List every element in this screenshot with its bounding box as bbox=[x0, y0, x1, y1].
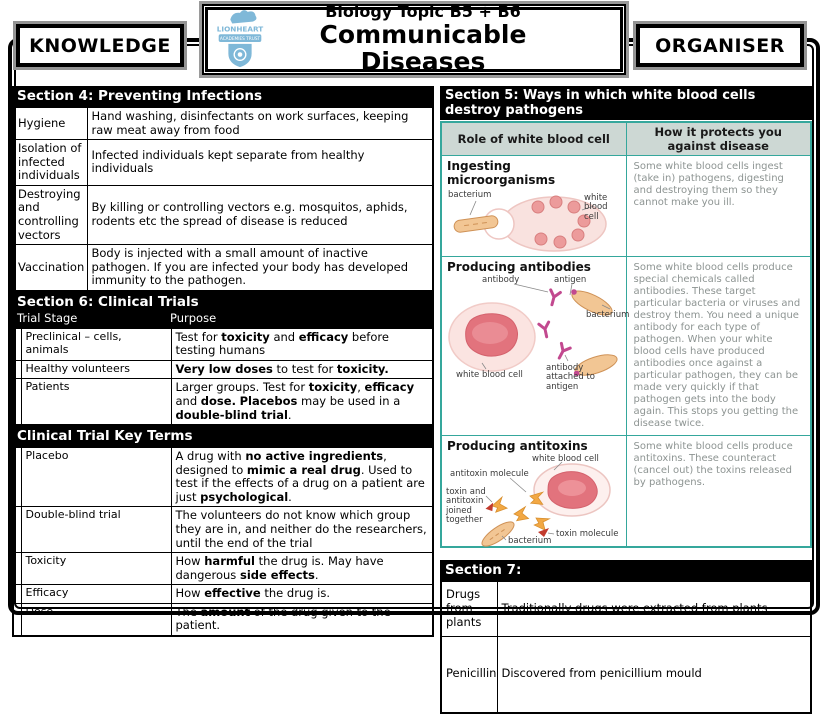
stage-cell: Patients bbox=[21, 379, 171, 425]
term-cell: Destroying and controlling vectors bbox=[13, 185, 87, 244]
table-row bbox=[13, 553, 433, 585]
title-box bbox=[202, 4, 626, 75]
white-blood-cell-label: white blood cell bbox=[584, 193, 608, 222]
page-title: Communicable Diseases bbox=[319, 19, 527, 77]
table-row bbox=[441, 581, 811, 636]
section6-table bbox=[12, 327, 434, 426]
section7-header: Section 7: bbox=[440, 560, 812, 580]
desc-cell: The amount of the drug given to the patient. bbox=[171, 603, 433, 636]
table-row bbox=[13, 245, 433, 291]
desc-cell: Body is injected with a small amount of inactive pathogen. If you are infected your body has developed immunity to the pathogen. bbox=[87, 245, 433, 291]
desc-cell: By killing or controlling vectors e.g. mosquitos, aphids, rodents etc the spread of disease is reduced bbox=[87, 185, 433, 244]
table-row bbox=[13, 507, 433, 553]
col-header-trial-stage: Trial Stage bbox=[17, 310, 78, 325]
table-row bbox=[441, 636, 811, 713]
desc-cell: Traditionally drugs were extracted from plants bbox=[497, 581, 811, 636]
term-cell: Toxicity bbox=[21, 553, 171, 585]
role-title: Producing antibodies bbox=[447, 260, 591, 274]
desc-cell: Some white blood cells ingest (take in) pathogens, digesting and destroying them so they cannot make you ill. bbox=[626, 156, 811, 257]
col-header-role: Role of white blood cell bbox=[441, 122, 626, 156]
logo-name: LIONHEART bbox=[216, 23, 264, 33]
right-column bbox=[440, 86, 812, 714]
desc-cell: The volunteers do not know which group they are in, and neither do the researchers, until the end of the trial bbox=[171, 507, 433, 553]
table-row bbox=[13, 185, 433, 244]
table-row bbox=[441, 257, 811, 436]
knowledge-label: KNOWLEDGE bbox=[29, 34, 171, 57]
ingesting-diagram bbox=[442, 188, 626, 256]
antibody-label: antibody bbox=[482, 275, 520, 285]
table-row bbox=[13, 603, 433, 636]
term-cell: Drugs from plants bbox=[441, 581, 497, 636]
white-blood-cell-label: white blood cell bbox=[456, 370, 523, 380]
section6-title: Section 6: Clinical Trials bbox=[17, 293, 199, 310]
role-title: Ingesting microorganisms bbox=[447, 159, 556, 187]
desc-cell: Hand washing, disinfectants on work surfaces, keeping raw meat away from food bbox=[87, 107, 433, 140]
lionheart-logo bbox=[214, 9, 266, 71]
desc-cell: A drug with no active ingredients, designed to mimic a real drug. Used to test if the effects of a drug on a patient are just psychological. bbox=[171, 447, 433, 507]
desc-cell: How harmful the drug is. May have dangerous side effects. bbox=[171, 553, 433, 585]
lionheart-logo-svg bbox=[214, 9, 266, 71]
section4-header: Section 4: Preventing Infections bbox=[12, 86, 434, 106]
toxin-antitoxin-joined-label: toxin and antitoxin joined together bbox=[446, 487, 486, 526]
purpose-cell: Test for toxicity and efficacy before testing humans bbox=[171, 328, 433, 361]
term-cell: Efficacy bbox=[21, 585, 171, 604]
desc-cell: Some white blood cells produce antitoxins. These counteract (cancel out) the toxins released by pathogens. bbox=[626, 436, 811, 548]
section5-header: Section 5: Ways in which white blood cells destroy pathogens bbox=[440, 86, 812, 120]
knowledge-box bbox=[16, 24, 184, 67]
desc-cell: Some white blood cells produce special chemicals called antibodies. These target particular bacteria or viruses and destroy them. You need a unique antibody for each type of pathogen. When your white blood cells have produced antibodies once against a particular pathogen, they can be made very quickly if that pathogen gets into the body again. This stops you getting the disease twice. bbox=[626, 257, 811, 436]
organiser-box bbox=[636, 24, 804, 67]
term-cell: Dose bbox=[21, 603, 171, 636]
purpose-cell: Larger groups. Test for toxicity, efficacy and dose. Placebos may be used in a double-blind trial. bbox=[171, 379, 433, 425]
lion-icon bbox=[230, 10, 256, 23]
bacterium-label: bacterium bbox=[508, 536, 552, 546]
antitoxins-diagram bbox=[442, 454, 626, 546]
table-row bbox=[13, 107, 433, 140]
antibody-attached-label: antibody attached to antigen bbox=[546, 363, 596, 392]
table-row bbox=[13, 140, 433, 186]
left-column bbox=[12, 86, 434, 637]
organiser-label: ORGANISER bbox=[655, 34, 785, 57]
desc-cell: Discovered from penicillium mould bbox=[497, 636, 811, 713]
table-row bbox=[13, 447, 433, 507]
desc-cell: Infected individuals kept separate from healthy individuals bbox=[87, 140, 433, 186]
toxin-molecule-label: toxin molecule bbox=[556, 529, 619, 539]
bacterium-label: bacterium bbox=[448, 190, 492, 200]
section5-table bbox=[440, 121, 812, 548]
section4-table bbox=[12, 106, 434, 292]
white-blood-cell-label: white blood cell bbox=[532, 454, 599, 464]
logo-subtitle: ACADEMIES TRUST bbox=[219, 36, 261, 42]
table-row bbox=[441, 156, 811, 257]
role-title: Producing antitoxins bbox=[447, 439, 588, 453]
table-row bbox=[13, 585, 433, 604]
term-cell: Double-blind trial bbox=[21, 507, 171, 553]
section7-table bbox=[440, 580, 812, 714]
col-header-protection: How it protects you against disease bbox=[626, 122, 811, 156]
table-header-row bbox=[441, 122, 811, 156]
table-row bbox=[13, 328, 433, 361]
desc-cell: How effective the drug is. bbox=[171, 585, 433, 604]
col-header-purpose: Purpose bbox=[170, 310, 217, 325]
antigen-label: antigen bbox=[554, 275, 587, 285]
table-row bbox=[441, 436, 811, 548]
bacterium-label: bacterium bbox=[586, 310, 630, 320]
purpose-cell: Very low doses to test for toxicity. bbox=[171, 360, 433, 379]
topic-title: Biology Topic B5 + B6 bbox=[325, 2, 521, 22]
antitoxin-molecule-label: antitoxin molecule bbox=[450, 469, 529, 479]
table-row bbox=[13, 360, 433, 379]
term-cell: Isolation of infected individuals bbox=[13, 140, 87, 186]
key-terms-header: Clinical Trial Key Terms bbox=[12, 426, 434, 446]
stage-cell: Preclinical – cells, animals bbox=[21, 328, 171, 361]
table-row bbox=[13, 379, 433, 425]
term-cell: Placebo bbox=[21, 447, 171, 507]
term-cell: Penicillin bbox=[441, 636, 497, 713]
term-cell: Vaccination bbox=[13, 245, 87, 291]
antibody-shapes bbox=[539, 290, 570, 361]
antibodies-diagram bbox=[442, 275, 630, 392]
term-cell: Hygiene bbox=[13, 107, 87, 140]
key-terms-table bbox=[12, 446, 434, 637]
section6-header bbox=[12, 292, 434, 327]
stage-cell: Healthy volunteers bbox=[21, 360, 171, 379]
